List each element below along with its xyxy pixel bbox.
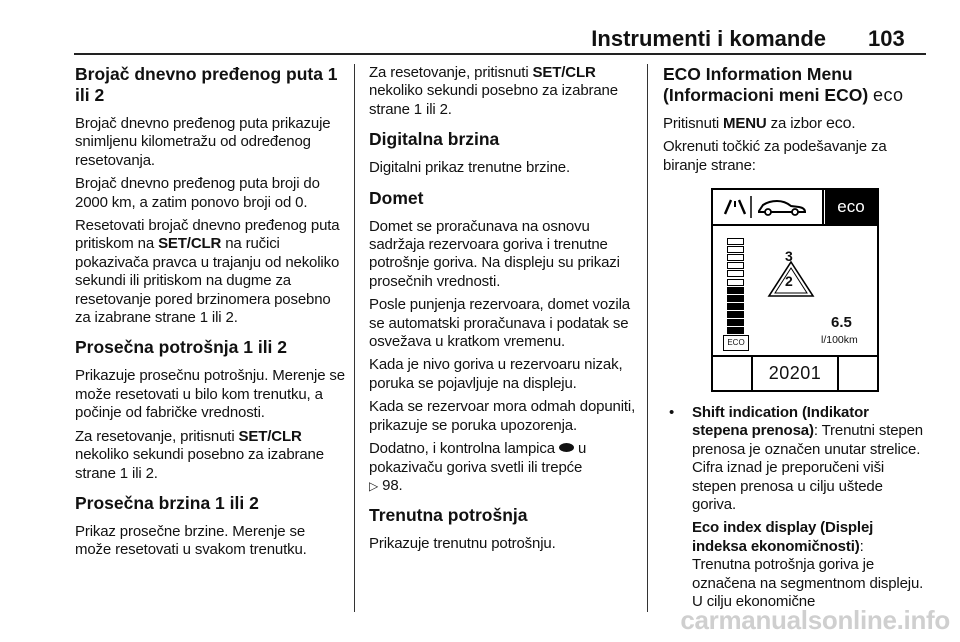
- text-span: Resetovati brojač dnevno pređenog puta pritiskom na: [75, 217, 340, 253]
- paragraph: Digitalni prikaz trenutne brzine.: [369, 159, 570, 177]
- page-header-title: Instrumenti i komande: [591, 26, 826, 51]
- section-heading-average-consumption: Prosečna potrošnja 1 ili 2: [75, 337, 288, 358]
- text-span: Dodatno, i kontrolna lampica: [369, 440, 559, 458]
- paragraph: [369, 440, 637, 495]
- road-car-icon: [713, 190, 825, 224]
- consumption-unit: l/100km: [821, 334, 858, 346]
- eco-index-segment: [727, 246, 744, 253]
- display-eco-tab: eco: [825, 190, 877, 224]
- eco-index-segment: [727, 327, 744, 334]
- divider: [837, 357, 839, 392]
- item-title: Shift indication (Indikator stepena prenosa): [692, 404, 869, 440]
- item-title: Eco index display (Displej indeksa ekonomičnosti): [692, 519, 874, 555]
- list-item: [663, 404, 925, 611]
- instant-consumption-value: 6.5: [831, 314, 852, 331]
- header-rule: [74, 53, 926, 55]
- section-heading-average-speed: Prosečna brzina 1 ili 2: [75, 492, 259, 513]
- eco-index-segment: [727, 279, 744, 286]
- display-tab-bar: [713, 190, 877, 226]
- display-odometer-bar: [713, 355, 877, 392]
- key-label-menu: MENU: [723, 115, 767, 132]
- cross-reference-arrow-icon: ▷: [369, 478, 379, 493]
- section-heading-instant-consumption: Trenutna potrošnja: [369, 505, 528, 526]
- column-2: [369, 64, 637, 554]
- text-span: za izbor: [766, 115, 826, 132]
- paragraph: Kada je nivo goriva u rezervoaru nizak, poruka se pojavljuje na displeju.: [369, 356, 623, 392]
- eco-index-segment: [727, 254, 744, 261]
- key-label-set-clr: SET/CLR: [532, 64, 596, 81]
- paragraph: Brojač dnevno pređenog puta broji do 2000 km, a zatim ponovo broji od 0.: [75, 175, 320, 211]
- eco-index-segment: [727, 287, 744, 294]
- eco-index-segment: [727, 238, 744, 245]
- paragraph: Kada se rezervoar mora odmah dopuniti, prikazuje se poruka upozorenja.: [369, 398, 636, 434]
- page-number: 103: [868, 26, 905, 51]
- text-span: nekoliko sekundi posebno za izabrane strane 1 ili 2.: [75, 446, 324, 482]
- eco-index-segment: [727, 295, 744, 302]
- text-span: .: [851, 115, 856, 132]
- paragraph: Prikazuje prosečnu potrošnju. Merenje se može resetovati u bilo kom trenutku, a počinje od fabričke vrednosti.: [75, 367, 345, 422]
- paragraph: Domet se proračunava na osnovu sadržaja rezervoara goriva i trenutne potrošnje goriva. Na displeju su prikazi prosečnih vrednosti.: [369, 217, 620, 290]
- paragraph: Posle punjenja rezervoara, domet vozila se automatski proračunava i podatak se osvežava u kratkom vremenu.: [369, 296, 630, 351]
- fuel-warning-lamp-icon: [559, 443, 574, 452]
- display-eco-label: ECO: [723, 335, 749, 351]
- paragraph: [692, 519, 925, 611]
- paragraph: [369, 64, 637, 119]
- item-text: : Trenutni stepen prenosa je označen unutar strelice. Cifra iznad je preporučeni viši stepen prenosa u cilju uštede goriva.: [692, 422, 924, 514]
- column-1: [75, 64, 345, 560]
- menu-pages-list: [663, 404, 925, 611]
- column-divider-2: [647, 64, 648, 612]
- column-divider-1: [354, 64, 355, 612]
- eco-display-illustration: [711, 188, 879, 392]
- eco-index-segment: [727, 311, 744, 318]
- section-heading-trip-odometer: Brojač dnevno pređenog puta 1 ili 2: [75, 64, 338, 105]
- paragraph: [692, 404, 925, 514]
- current-gear: 2: [785, 273, 793, 289]
- paragraph: Prikaz prosečne brzine. Merenje se može resetovati u svakom trenutku.: [75, 522, 307, 559]
- eco-symbol: eco: [825, 115, 852, 132]
- item-text: : Trenutna potrošnja goriva je označena na segmentnom displeju. U cilju ekonomične: [692, 537, 924, 611]
- eco-index-segment: [727, 262, 744, 269]
- paragraph: Prikazuje trenutnu potrošnju.: [369, 535, 556, 553]
- bullet-marker: •: [669, 404, 675, 421]
- paragraph: Okrenuti točkić za podešavanje za biranje strane:: [663, 138, 887, 174]
- heading-line: (Informacioni meni ECO): [663, 85, 874, 105]
- section-heading-range: Domet: [369, 187, 424, 208]
- key-label-set-clr: SET/CLR: [238, 427, 302, 445]
- recommended-gear: 3: [785, 248, 793, 264]
- paragraph: [663, 115, 925, 133]
- eco-index-segment: [727, 303, 744, 310]
- section-heading-eco-menu: [663, 64, 925, 106]
- paragraph: [75, 217, 345, 327]
- divider: [751, 357, 753, 392]
- text-span: Za resetovanje, pritisnuti: [75, 427, 239, 445]
- paragraph: [75, 428, 345, 483]
- text-span: nekoliko sekundi posebno za izabrane strane 1 ili 2.: [369, 82, 618, 118]
- key-label-set-clr: SET/CLR: [158, 235, 222, 253]
- heading-line: ECO Information Menu: [663, 64, 853, 84]
- paragraph: Brojač dnevno pređenog puta prikazuje snimljenu kilometražu od određenog resetovanja.: [75, 115, 331, 169]
- eco-index-segment: [727, 319, 744, 326]
- section-heading-digital-speed: Digitalna brzina: [369, 129, 500, 150]
- eco-index-segment: [727, 270, 744, 277]
- watermark: carmanualsonline.info: [680, 605, 950, 635]
- text-span: Za resetovanje, pritisnuti: [369, 64, 533, 81]
- eco-symbol: eco: [873, 85, 904, 105]
- text-span: u pokazivaču goriva svetli ili trepće: [369, 440, 587, 476]
- text-span: Pritisnuti: [663, 115, 724, 132]
- odometer-value: 20201: [768, 363, 822, 383]
- page-reference[interactable]: 98.: [382, 476, 403, 494]
- text-span: na ručici pokazivača pravca u trajanju od nekoliko sekundi ili pritiskom na dugme za resetovanje pored brzinomera posebno za izabrane strane 1 ili 2.: [75, 235, 340, 327]
